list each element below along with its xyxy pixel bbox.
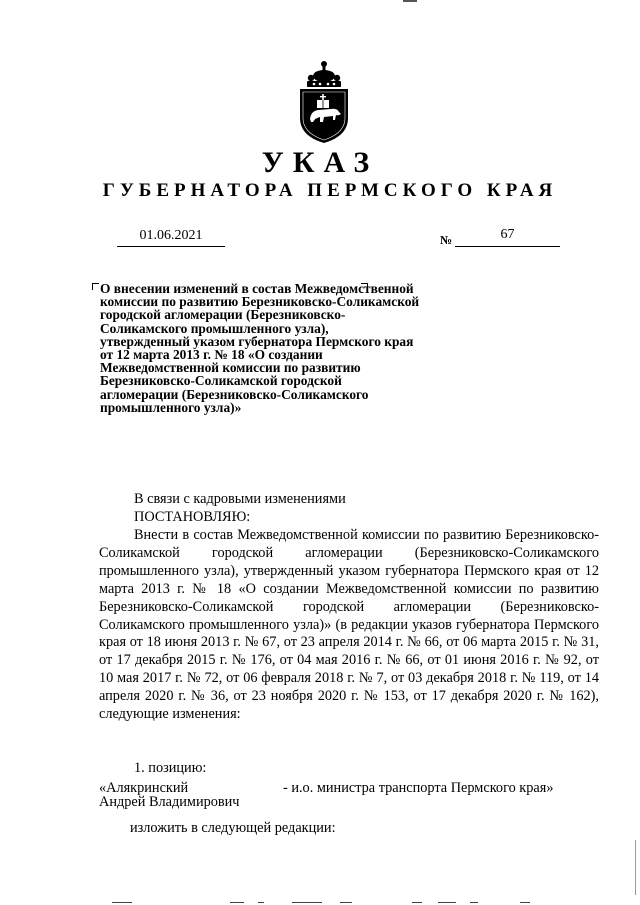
scan-bottom-noise — [0, 901, 640, 905]
person-name: Андрей Владимирович — [99, 794, 240, 810]
document-subtitle: ГУБЕРНАТОРА ПЕРМСКОГО КРАЯ — [102, 180, 558, 201]
perm-krai-coat-of-arms-icon — [294, 58, 354, 144]
date-underline — [117, 246, 225, 247]
scan-mark — [403, 0, 417, 2]
decree-word: ПОСТАНОВЛЯЮ: — [134, 509, 251, 525]
scan-edge — [635, 840, 636, 895]
item-paragraph: 1. позицию: — [134, 760, 207, 776]
change-paragraph: изложить в следующей редакции: — [130, 820, 336, 836]
decree-heading: О внесении изменений в состав Межведомственной комиссии по развитию Березниковско-Соликамской городской агломерации (Березниковско-Соликамского промышленного узла), утвержденный указом губернатора Пермского края от 12 марта 2013 г. № 18 «О создании Межведомственной комиссии по развитию Березниковско-Соликамской городской агломерации (Березниковско-Соликамского промышленного узла)» — [100, 281, 420, 415]
person-surname: «Алякринский — [99, 780, 189, 796]
decree-number: 67 — [500, 227, 515, 242]
intro-paragraph: В связи с кадровыми изменениями — [134, 491, 346, 507]
document-title: УКАЗ — [261, 146, 379, 179]
number-label: № — [440, 233, 453, 247]
person-role: - и.о. министра транспорта Пермского края» — [283, 780, 554, 796]
heading-bracket-left — [92, 283, 99, 290]
decree-date: 01.06.2021 — [139, 228, 203, 243]
main-paragraph: Внести в состав Межведомственной комиссии по развитию Березниковско-Соликамской городской агломерации (Березниковско-Соликамского промышленного узла), утвержденный указом губернатора Пермского края от 12 марта 2013 г. № 18 «О создании Межведомственной комиссии по развитию Березниковско-Соликамской городской агломерации (Березниковско-Соликамского промышленного узла)» (в редакции указов губернатора Пермского края от 18 июня 2013 г. № 67, от 23 апреля 2014 г. № 66, от 06 марта 2015 г. № 31, от 17 декабря 2015 г. № 176, от 04 мая 2016 г. № 66, от 01 июня 2016 г. № 92, от 10 мая 2017 г. № 72, от 06 февраля 2018 г. № 7, от 03 декабря 2018 г. № 119, от 14 апреля 2020 г. № 36, от 23 ноября 2020 г. № 153, от 17 декабря 2020 г. № 162), следующие изменения: — [99, 527, 599, 723]
number-underline — [455, 246, 560, 247]
